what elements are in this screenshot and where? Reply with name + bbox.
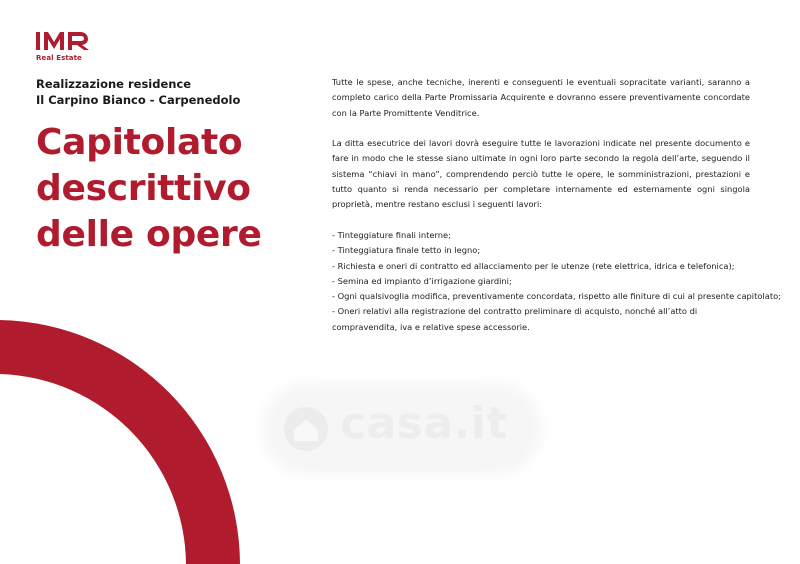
title-line-1: Capitolato	[36, 122, 243, 163]
imr-logo-mark	[36, 30, 92, 52]
decorative-red-arc	[0, 320, 250, 564]
list-item-text: - Oneri relativi alla registrazione del contratto preliminare di acquisto, nonché all’atto di compravendita, iva e relative spese accessorie.	[332, 306, 698, 332]
excluded-works-list	[332, 228, 781, 335]
title-line-2: descrittivo	[36, 168, 251, 209]
list-item: - Tinteggiatura finale tetto in legno;	[332, 245, 481, 256]
project-heading	[36, 76, 296, 108]
paragraph-2: La ditta esecutrice dei lavori dovrà eseguire tutte le lavorazioni indicate nel presente documento e fare in modo che le stesse siano ultimate in ogni loro parte secondo la regola dell’arte, seguendo il sistema “chiavi in mano”, comprendendo perciò tutte le opere, le somministrazioni, prestazioni e tutto quanto si renda necessario per completare internamente ed esternamente ogni singola proprietà, mentre restano esclusi i seguenti lavori:	[332, 138, 750, 210]
watermark-text: casa.it	[340, 398, 508, 449]
list-item: - Tinteggiature finali interne;	[332, 229, 451, 240]
project-line-2: Il Carpino Bianco - Carpenedolo	[36, 93, 241, 107]
page-title	[36, 120, 316, 258]
paragraph-1: Tutte le spese, anche tecniche, inerenti e conseguenti le eventuali sopracitate varianti, saranno a completo carico della Parte Promissaria Acquirente e dovranno essere preventivamente concordate con la Parte Promittente Venditrice.	[332, 77, 750, 118]
list-item	[332, 304, 750, 335]
list-item: - Ogni qualsivoglia modifica, preventivamente concordata, rispetto alle finiture di cui al presente capitolato;	[332, 291, 781, 302]
house-icon	[282, 405, 330, 453]
project-line-1: Realizzazione residence	[36, 77, 192, 91]
logo-subtitle: Real Estate	[36, 54, 82, 62]
title-line-3: delle opere	[36, 214, 262, 255]
list-item: - Richiesta e oneri di contratto ed allacciamento per le utenze (rete elettrica, idrica e telefonica);	[332, 260, 735, 271]
body-text	[332, 75, 781, 335]
company-logo	[36, 30, 96, 62]
list-item: - Semina ed impianto d’irrigazione giardini;	[332, 275, 512, 286]
